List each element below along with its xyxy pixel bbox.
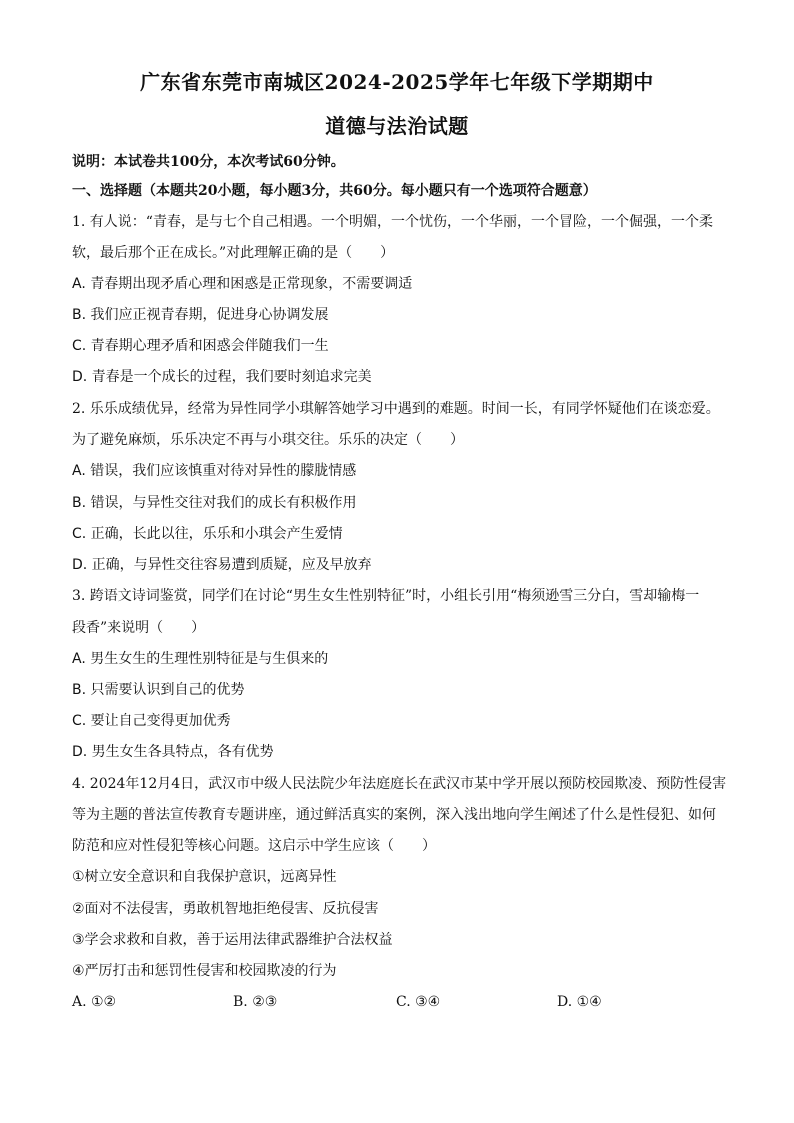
question-1-option-c: C. 青春期心理矛盾和困惑会伴随我们一生 xyxy=(72,338,329,354)
question-3-option-d: D. 男生女生各具特点，各有优势 xyxy=(72,744,274,760)
question-1-stem-line-2: 软，最后那个正在成长。”对此理解正确的是（ ） xyxy=(72,245,395,261)
exam-title: 广东省东莞市南城区2024-2025学年七年级下学期期中 xyxy=(140,70,654,94)
question-4-statement-4: ④严厉打击和惩罚性侵害和校园欺凌的行为 xyxy=(72,963,337,979)
question-2-option-a: A. 错误，我们应该慎重对待对异性的朦胧情感 xyxy=(72,463,357,479)
question-3-option-b: B. 只需要认识到自己的优势 xyxy=(72,682,245,698)
question-2-option-b: B. 错误，与异性交往对我们的成长有积极作用 xyxy=(72,495,357,511)
question-4-choice-c: C. ③④ xyxy=(396,994,441,1010)
question-2-option-d: D. 正确，与异性交往容易遭到质疑，应及早放弃 xyxy=(72,557,372,573)
question-2-stem-line-2: 为了避免麻烦，乐乐决定不再与小琪交往。乐乐的决定（ ） xyxy=(72,432,464,448)
question-1-option-a: A. 青春期出现矛盾心理和困惑是正常现象，不需要调适 xyxy=(72,276,413,292)
exam-instructions: 说明：本试卷共100分，本次考试60分钟。 xyxy=(72,154,345,170)
section-heading: 一、选择题（本题共20小题，每小题3分，共60分。每小题只有一个选项符合题意） xyxy=(72,183,597,199)
question-3-stem-line-2: 段香”来说明（ ） xyxy=(72,620,206,636)
question-3-option-a: A. 男生女生的生理性别特征是与生俱来的 xyxy=(72,651,329,667)
question-1-option-b: B. 我们应正视青春期，促进身心协调发展 xyxy=(72,307,329,323)
question-2-option-c: C. 正确，长此以往，乐乐和小琪会产生爱情 xyxy=(72,526,343,542)
question-1-stem-line-1: 1. 有人说：“青春，是与七个自己相遇。一个明媚，一个忧伤，一个华丽，一个冒险，一个倔强，一个柔 xyxy=(72,214,713,230)
exam-subject-title: 道德与法治试题 xyxy=(325,114,469,138)
question-3-option-c: C. 要让自己变得更加优秀 xyxy=(72,713,231,729)
question-4-choice-b: B. ②③ xyxy=(233,994,278,1010)
question-4-statement-3: ③学会求救和自救，善于运用法律武器维护合法权益 xyxy=(72,932,393,948)
question-2-stem-line-1: 2. 乐乐成绩优异，经常为异性同学小琪解答她学习中遇到的难题。时间一长，有同学怀疑他们在谈恋爱。 xyxy=(72,401,720,417)
question-4-stem-line-3: 防范和应对性侵犯等核心问题。这启示中学生应该（ ） xyxy=(72,838,436,854)
question-4-statement-2: ②面对不法侵害，勇敢机智地拒绝侵害、反抗侵害 xyxy=(72,901,379,917)
question-4-stem-line-2: 等为主题的普法宣传教育专题讲座，通过鲜活真实的案例，深入浅出地向学生阐述了什么是性侵犯、如何 xyxy=(72,807,716,823)
question-4-choice-d: D. ①④ xyxy=(557,994,602,1010)
question-4-choice-a: A. ①② xyxy=(72,994,117,1010)
question-4-stem-line-1: 4. 2024年12月4日，武汉市中级人民法院少年法庭庭长在武汉市某中学开展以预防校园欺凌、预防性侵害 xyxy=(72,776,727,792)
question-4-statement-1: ①树立安全意识和自我保护意识，远离异性 xyxy=(72,869,337,885)
question-3-stem-line-1: 3. 跨语文诗词鉴赏，同学们在讨论“男生女生性别特征”时，小组长引用“梅须逊雪三分白，雪却输梅一 xyxy=(72,588,700,604)
question-1-option-d: D. 青春是一个成长的过程，我们要时刻追求完美 xyxy=(72,369,372,385)
question-4-choices xyxy=(72,992,722,1012)
